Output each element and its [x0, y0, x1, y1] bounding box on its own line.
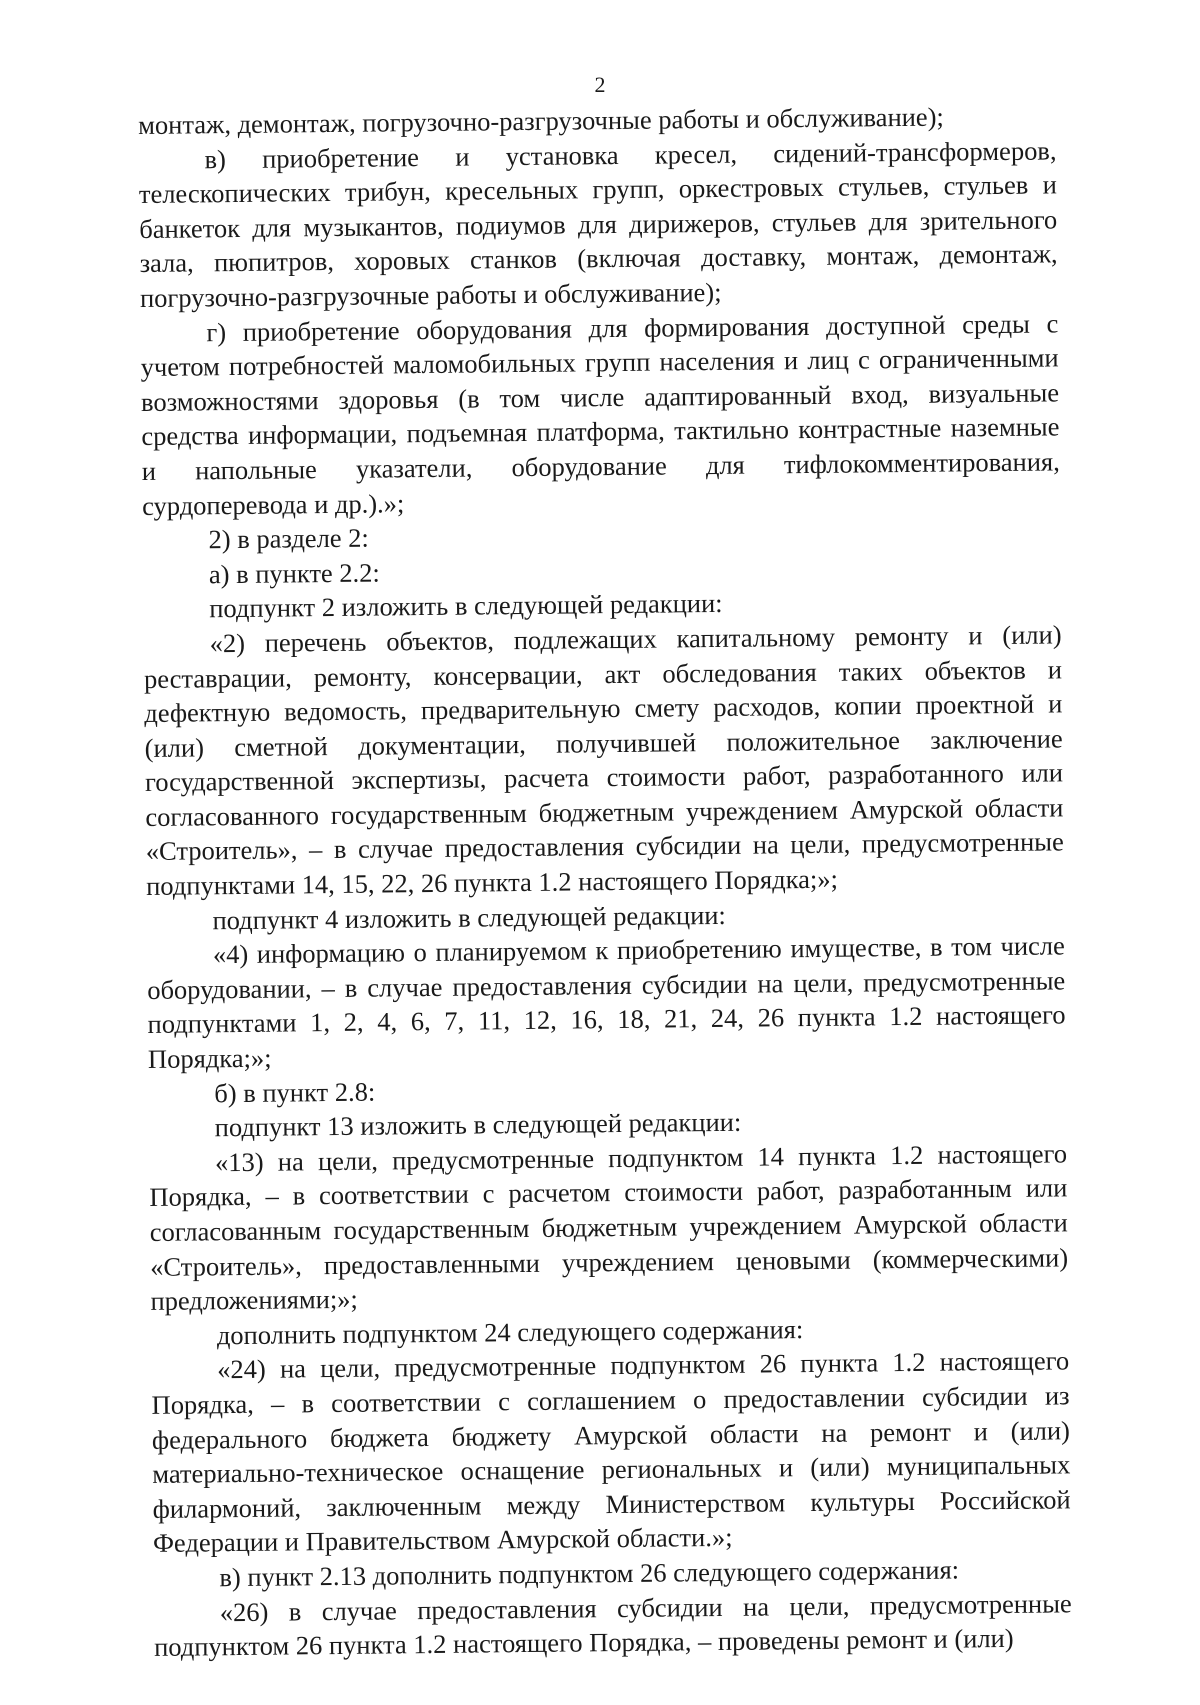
paragraph-section-2: 2) в разделе 2:: [208, 522, 369, 555]
paragraph-subpoint-2-intro: подпункт 2 изложить в следующей редакции:: [209, 588, 723, 624]
document-body: [138, 98, 1072, 1664]
paragraph-subpoint-24-intro: дополнить подпунктом 24 следующего содержания:: [216, 1313, 804, 1351]
paragraph-subpoint-13-text: «13) на цели, предусмотренные подпунктом 14 пункта 1.2 настоящего Порядка, – в соответствии с расчетом стоимости работ, разработанным или согласованным государственным бюджетным учреждением Амурской области «Строитель», предоставленными учреждением ценовыми (коммерческими) предложениями;»;: [149, 1138, 1069, 1317]
paragraph-item-g: г) приобретение оборудования для формирования доступной среды с учетом потребностей маломобильных групп населения и лиц с ограниченными возможностями здоровья (в том числе адаптированный вход, визуальные средства информации, подъемная платформа, тактильно контрастные наземные и напольные указатели, оборудование для тифлокомментирования, сурдоперевода и др.).»;: [140, 307, 1060, 521]
page-number: 2: [594, 72, 606, 97]
paragraph-subpoint-13-intro: подпункт 13 изложить в следующей редакции:: [214, 1106, 742, 1143]
paragraph-point-2-2: а) в пункте 2.2:: [208, 557, 380, 590]
paragraph-item-v: в) приобретение и установка кресел, сидений-трансформеров, телескопических трибун, кресельных групп, оркестровых стульев, стульев и банкеток для музыкантов, подиумов для дирижеров, стульев для зрительного зала, пюпитров, хоровых станков (включая доставку, монтаж, демонтаж, погрузочно-разгрузочные работы и обслуживание);: [138, 134, 1058, 313]
paragraph-point-2-8: б) в пункт 2.8:: [214, 1076, 376, 1108]
paragraph-subpoint-4-text: «4) информацию о планируемом к приобретению имуществе, в том числе оборудовании, – в случае предоставления субсидии на цели, предусмотренные подпунктами 1, 2, 4, 6, 7, 11, 12, 16, 18, 21, 24, 26 пункта 1.2 настоящего Порядка;»;: [147, 930, 1066, 1074]
paragraph-subpoint-24-text: «24) на цели, предусмотренные подпунктом 26 пункта 1.2 настоящего Порядка, – в соответствии с соглашением о предоставлении субсидии из федерального бюджета бюджету Амурской области на ремонт и (или) материально-техническое оснащение региональных и (или) муниципальных филармоний, заключенным между Министерством культуры Российской Федерации и Правительством Амурской области.»;: [151, 1345, 1071, 1559]
paragraph-subpoint-4-intro: подпункт 4 изложить в следующей редакции:: [212, 899, 726, 935]
paragraph-point-2-13: в) пункт 2.13 дополнить подпунктом 26 следующего содержания:: [219, 1554, 960, 1593]
paragraph-continuation: монтаж, демонтаж, погрузочно-разгрузочные работы и обслуживание);: [138, 101, 944, 140]
paragraph-subpoint-26-text: «26) в случае предоставления субсидии на цели, предусмотренные подпунктом 26 пункта 1.2 настоящего Порядка, – проведены ремонт и (или): [153, 1587, 1072, 1663]
paragraph-subpoint-2-text: «2) перечень объектов, подлежащих капитальному ремонту и (или) реставрации, ремонту, консервации, акт обследования таких объектов и дефектную ведомость, предварительную смету расходов, копии проектной и (или) сметной документации, получившей положительное заключение государственной экспертизы, расчета стоимости работ, разработанного или согласованного государственным бюджетным учреждением Амурской области «Строитель», – в случае предоставления субсидии на цели, предусмотренные подпунктами 14, 15, 22, 26 пункта 1.2 настоящего Порядка;»;: [143, 619, 1064, 902]
